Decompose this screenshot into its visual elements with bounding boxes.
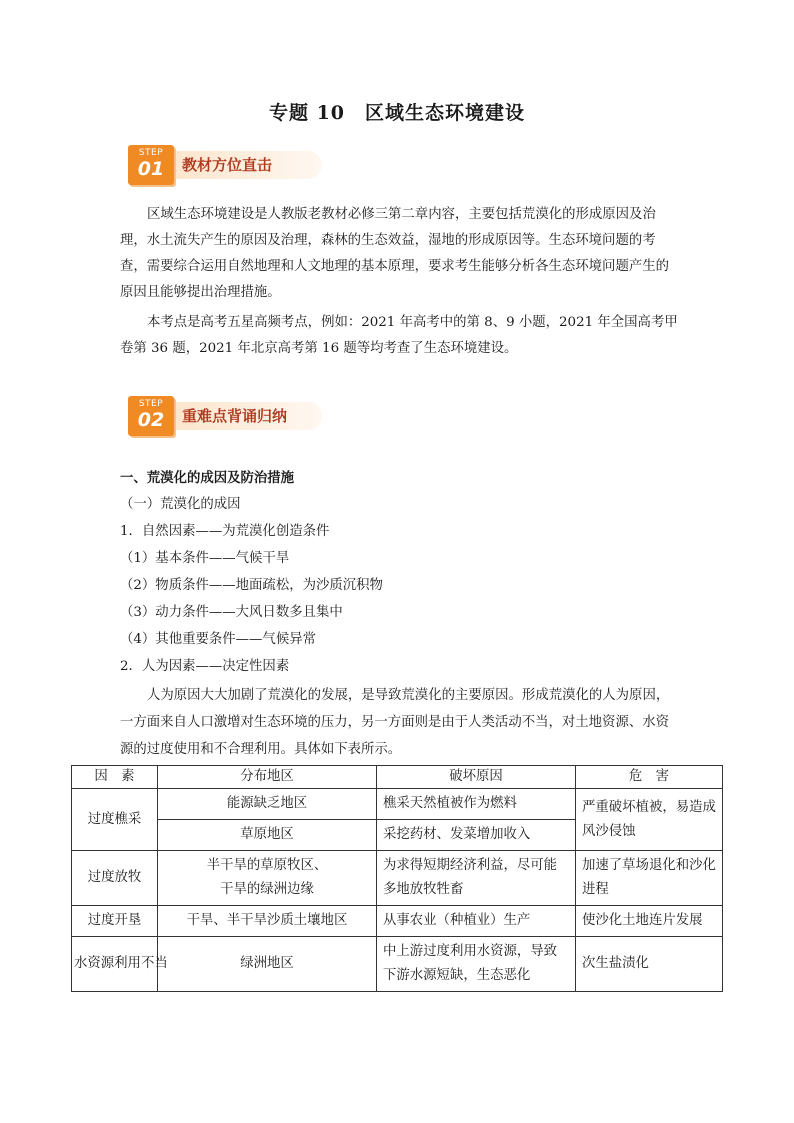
section-title: 重难点背诵归纳 xyxy=(182,407,288,425)
cause-cell: 从事农业（种植业）生产 xyxy=(377,906,576,937)
harm-cell: 加速了草场退化和沙化进程 xyxy=(576,851,723,906)
step-label: STEP xyxy=(138,148,164,158)
cause-cell: 为求得短期经济利益，尽可能多地放牧牲畜 xyxy=(377,851,576,906)
factor-cell: 过度开垦 xyxy=(72,906,158,937)
area-cell: 能源缺乏地区 xyxy=(158,789,377,820)
section-title: 教材方位直击 xyxy=(182,156,273,174)
harm-cell: 次生盐渍化 xyxy=(576,937,723,992)
cause-cell: 樵采天然植被作为燃料 xyxy=(377,789,576,820)
harm-cell: 使沙化土地连片发展 xyxy=(576,906,723,937)
factor-cell: 过度放牧 xyxy=(72,851,158,906)
intro-paragraph-1: 区域生态环境建设是人教版老教材必修三第二章内容，主要包括荒漠化的形成原因及治理，水土流失产生的原因及治理，森林的生态效益，湿地的形成原因等。生态环境问题的考查，需要综合运用自然地理和人文地理的基本原理，要求考生能够分析各生态环境问题产生的原因且能够提出治理措施。 xyxy=(120,207,670,300)
table-header-row xyxy=(72,766,723,789)
sub-item-1: （1）基本条件——气候干旱 xyxy=(120,551,290,566)
step-badge xyxy=(128,396,174,436)
intro-paragraph-2: 本考点是高考五星高频考点，例如：2021 年高考中的第 8、9 小题，2021 年全国高考甲卷第 36 题，2021 年北京高考第 16 题等均考查了生态环境建设。 xyxy=(120,315,678,356)
sub-item-3: （3）动力条件——大风日数多且集中 xyxy=(120,605,343,620)
section-header-step-01 xyxy=(128,145,328,189)
heading-level-2: （一）荒漠化的成因 xyxy=(120,497,241,512)
area-line: 半干旱的草原牧区、 xyxy=(206,858,328,873)
table-row xyxy=(72,906,723,937)
harm-cell: 严重破坏植被，易造成风沙侵蚀 xyxy=(576,789,723,851)
step-number: 02 xyxy=(137,409,165,431)
table-row xyxy=(72,937,723,992)
area-cell xyxy=(158,851,377,906)
table-row xyxy=(72,851,723,906)
desertification-human-factors-table xyxy=(71,765,723,992)
cause-cell: 采挖药材、发菜增加收入 xyxy=(377,820,576,851)
area-cell: 干旱、半干旱沙质土壤地区 xyxy=(158,906,377,937)
header-area: 分布地区 xyxy=(158,766,377,789)
sub-item-2: （2）物质条件——地面疏松，为沙质沉积物 xyxy=(120,578,383,593)
area-line: 干旱的绿洲边缘 xyxy=(220,882,314,897)
table-row xyxy=(72,789,723,820)
heading-level-1: 一、荒漠化的成因及防治措施 xyxy=(120,470,295,486)
header-harm: 危 害 xyxy=(576,766,723,789)
numbered-item-1: 1．自然因素——为荒漠化创造条件 xyxy=(120,524,330,539)
factor-cell: 水资源利用不当 xyxy=(72,937,158,992)
header-factor: 因 素 xyxy=(72,766,158,789)
numbered-item-2: 2．人为因素——决定性因素 xyxy=(120,659,290,674)
sub-item-4: （4）其他重要条件——气候异常 xyxy=(120,632,316,647)
step-badge xyxy=(128,145,174,185)
section-header-step-02 xyxy=(128,396,328,440)
area-cell: 绿洲地区 xyxy=(158,937,377,992)
step-label: STEP xyxy=(138,399,164,409)
factor-cell: 过度樵采 xyxy=(72,789,158,851)
header-cause: 破坏原因 xyxy=(377,766,576,789)
human-factor-paragraph: 人为原因大大加剧了荒漠化的发展，是导致荒漠化的主要原因。形成荒漠化的人为原因，一方面来自人口激增对生态环境的压力，另一方面则是由于人类活动不当，对土地资源、水资源的过度使用和不合理利用。具体如下表所示。 xyxy=(120,688,670,757)
area-cell: 草原地区 xyxy=(158,820,377,851)
page-title: 专题 10 区域生态环境建设 xyxy=(268,102,526,124)
step-number: 01 xyxy=(137,158,165,180)
cause-cell: 中上游过度利用水资源，导致下游水源短缺，生态恶化 xyxy=(377,937,576,992)
